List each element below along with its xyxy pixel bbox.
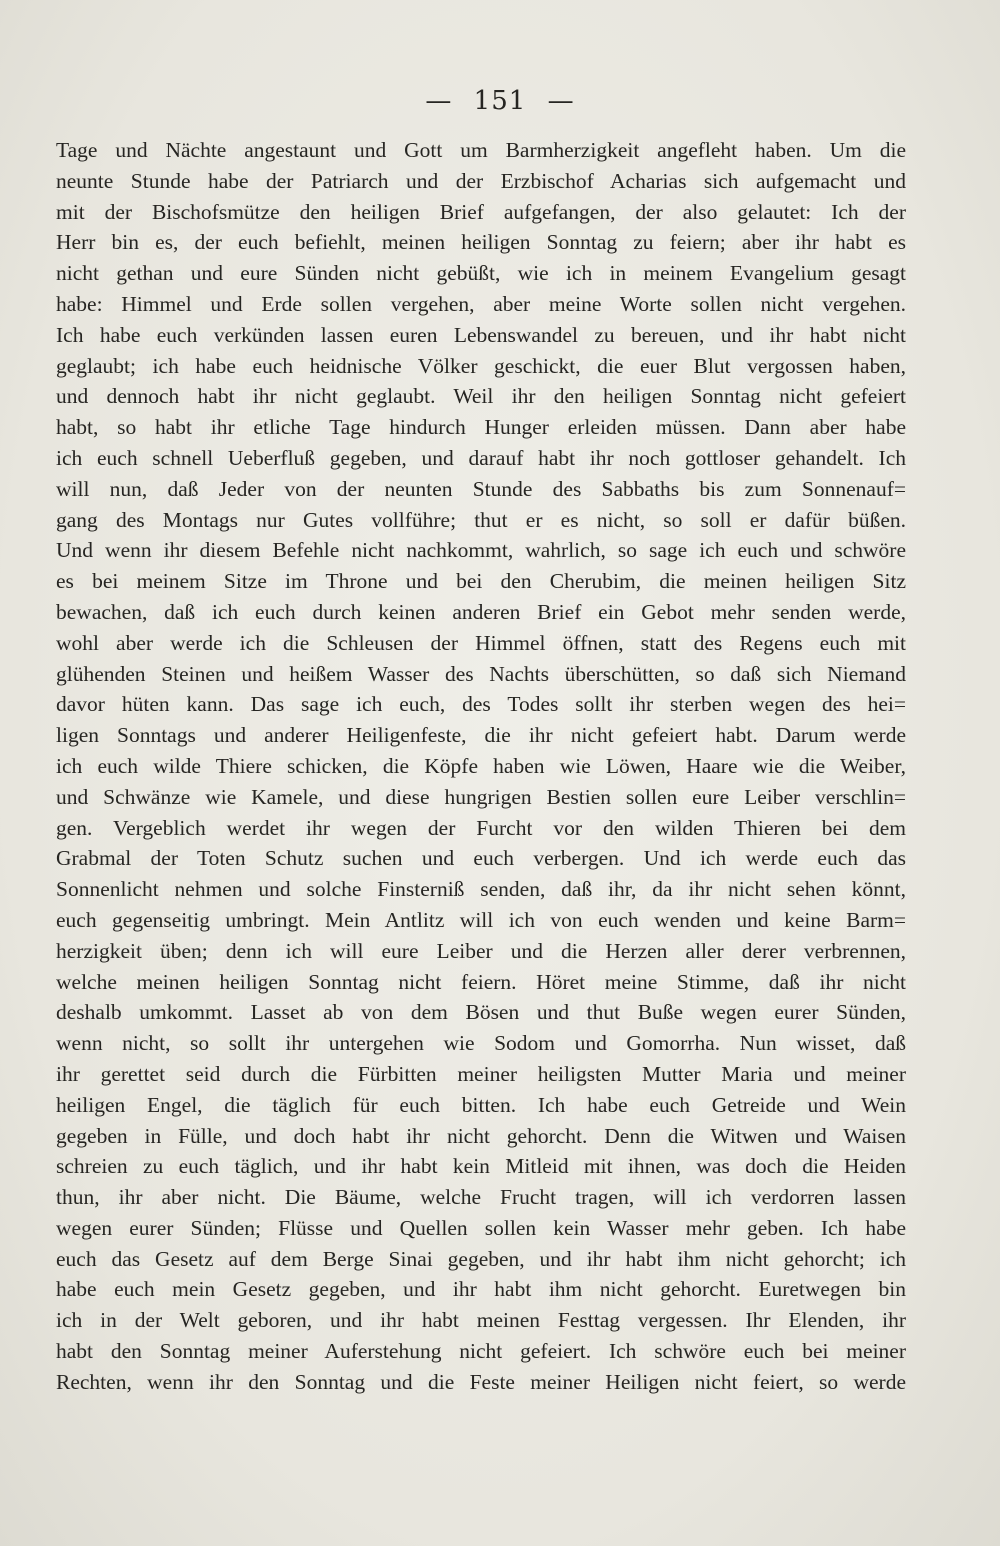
page-header — [0, 86, 1000, 116]
text-line: habt, so habt ihr etliche Tage hindurch Hunger erleiden müssen. Dann aber habe — [56, 415, 906, 440]
text-line: glühenden Steinen und heißem Wasser des Nachts überschütten, so daß sich Niemand — [56, 661, 906, 686]
text-line: gegeben in Fülle, und doch habt ihr nicht gehorcht. Denn die Witwen und Waisen — [56, 1123, 906, 1148]
text-line: habe euch mein Gesetz gegeben, und ihr habt ihm nicht gehorcht. Euretwegen bin — [56, 1277, 906, 1302]
text-line: will nun, daß Jeder von der neunten Stunde des Sabbaths bis zum Sonnenauf= — [56, 476, 906, 501]
text-line: wohl aber werde ich die Schleusen der Himmel öffnen, statt des Regens euch mit — [56, 630, 906, 655]
text-line: nicht gethan und eure Sünden nicht gebüßt, wie ich in meinem Evangelium gesagt — [56, 261, 906, 286]
text-line: Und wenn ihr diesem Befehle nicht nachkommt, wahrlich, so sage ich euch und schwöre — [56, 538, 906, 563]
text-line: gang des Montags nur Gutes vollführe; thut er es nicht, so soll er dafür büßen. — [56, 507, 906, 532]
text-line: gen. Vergeblich werdet ihr wegen der Furcht vor den wilden Thieren bei dem — [56, 815, 906, 840]
text-line: thun, ihr aber nicht. Die Bäume, welche Frucht tragen, will ich verdorren lassen — [56, 1185, 906, 1210]
text-line: mit der Bischofsmütze den heiligen Brief aufgefangen, der also gelautet: Ich der — [56, 199, 906, 224]
text-line: habe: Himmel und Erde sollen vergehen, aber meine Worte sollen nicht vergehen. — [56, 291, 906, 316]
text-line: euch gegenseitig umbringt. Mein Antlitz will ich von euch wenden und keine Barm= — [56, 907, 906, 932]
text-line: herzigkeit üben; denn ich will eure Leiber und die Herzen aller derer verbrennen, — [56, 938, 906, 963]
text-line: habt den Sonntag meiner Auferstehung nicht gefeiert. Ich schwöre euch bei meiner — [56, 1339, 906, 1364]
text-line: euch das Gesetz auf dem Berge Sinai gegeben, und ihr habt ihm nicht gehorcht; ich — [56, 1246, 906, 1271]
text-line: Tage und Nächte angestaunt und Gott um Barmherzigkeit angefleht haben. Um die — [56, 138, 906, 162]
text-line: davor hüten kann. Das sage ich euch, des Todes sollt ihr sterben wegen des hei= — [56, 692, 906, 717]
text-line: es bei meinem Sitze im Throne und bei den Cherubim, die meinen heiligen Sitz — [56, 569, 906, 594]
header-dash-left: — — [425, 86, 453, 116]
text-line: wegen eurer Sünden; Flüsse und Quellen sollen kein Wasser mehr geben. Ich habe — [56, 1215, 906, 1240]
text-line: heiligen Engel, die täglich für euch bitten. Ich habe euch Getreide und Wein — [56, 1092, 906, 1117]
text-line: neunte Stunde habe der Patriarch und der Erzbischof Acharias sich aufgemacht und — [56, 168, 906, 193]
text-line: Grabmal der Toten Schutz suchen und euch verbergen. Und ich werde euch das — [56, 846, 906, 871]
text-line: und Schwänze wie Kamele, und diese hungrigen Bestien sollen eure Leiber verschlin= — [56, 784, 906, 809]
text-line: ich in der Welt geboren, und ihr habt meinen Festtag vergessen. Ihr Elenden, ihr — [56, 1308, 906, 1333]
text-line: Herr bin es, der euch befiehlt, meinen heiligen Sonntag zu feiern; aber ihr habt es — [56, 230, 906, 255]
text-line: ihr gerettet seid durch die Fürbitten meiner heiligsten Mutter Maria und meiner — [56, 1061, 906, 1086]
text-line: bewachen, daß ich euch durch keinen anderen Brief ein Gebot mehr senden werde, — [56, 599, 906, 624]
text-line: welche meinen heiligen Sonntag nicht feiern. Höret meine Stimme, daß ihr nicht — [56, 969, 906, 994]
text-line: Ich habe euch verkünden lassen euren Lebenswandel zu bereuen, und ihr habt nicht — [56, 322, 906, 347]
text-line: und dennoch habt ihr nicht geglaubt. Weil ihr den heiligen Sonntag nicht gefeiert — [56, 384, 906, 409]
body-text — [56, 135, 906, 1398]
text-line: deshalb umkommt. Lasset ab von dem Bösen und thut Buße wegen eurer Sünden, — [56, 1000, 906, 1025]
text-line: Rechten, wenn ihr den Sonntag und die Feste meiner Heiligen nicht feiert, so werde — [56, 1369, 906, 1394]
text-line: geglaubt; ich habe euch heidnische Völker geschickt, die euer Blut vergossen haben, — [56, 353, 906, 378]
text-line: Sonnenlicht nehmen und solche Finsterniß senden, daß ihr, da ihr nicht sehen könnt, — [56, 877, 906, 902]
page-number: 151 — [473, 86, 527, 116]
header-dash-right: — — [547, 86, 575, 116]
text-line: ligen Sonntags und anderer Heiligenfeste, die ihr nicht gefeiert habt. Darum werde — [56, 723, 906, 748]
text-line: ich euch schnell Ueberfluß gegeben, und darauf habt ihr noch gottloser gehandelt. Ich — [56, 445, 906, 470]
text-line: ich euch wilde Thiere schicken, die Köpfe haben wie Löwen, Haare wie die Weiber, — [56, 753, 906, 778]
text-line: schreien zu euch täglich, und ihr habt kein Mitleid mit ihnen, was doch die Heiden — [56, 1154, 906, 1179]
text-line: wenn nicht, so sollt ihr untergehen wie Sodom und Gomorrha. Nun wisset, daß — [56, 1031, 906, 1056]
